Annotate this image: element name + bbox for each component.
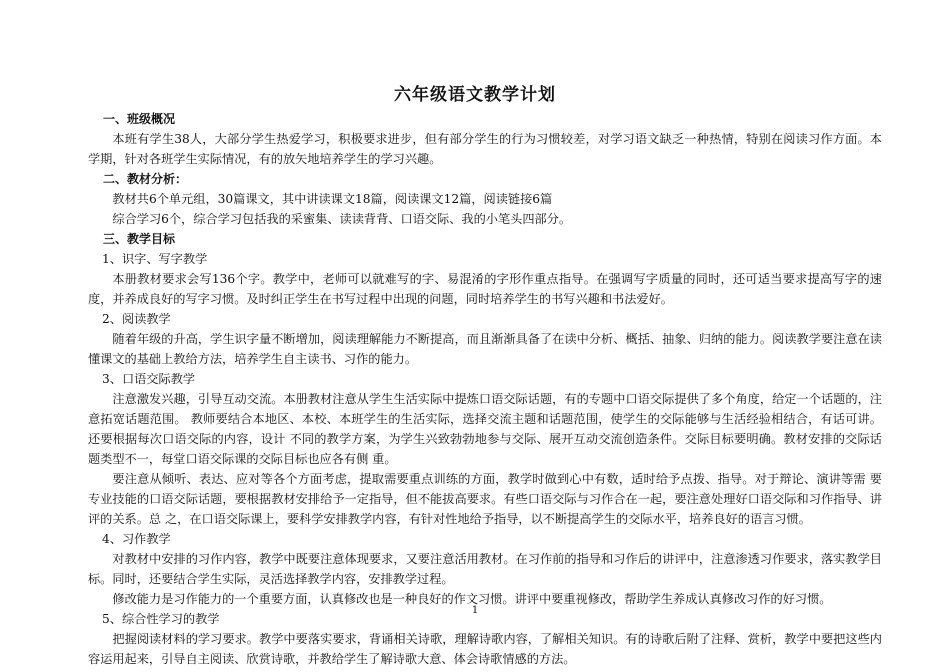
section-heading: 二、教材分析： (103, 172, 188, 186)
paragraph: 修改能力是习作能力的一个重要方面，认真修改也是一种良好的作文习惯。讲评中要重视修改，帮助学生养成认真修改习作的好习惯。 (112, 592, 832, 606)
paragraph: 把握阅读材料的学习要求。教学中要落实要求，背诵相关诗歌，理解诗歌内容，了解相关知识。有的诗歌后附了注释、赏析，教学中要把这些内容运用起来，引导自主阅读、欣赏诗歌，并教给学生了解诗歌大意、体会诗歌情感的方法。 (88, 632, 882, 666)
subsection-heading: 2、阅读教学 (102, 312, 171, 326)
paragraph: 注意激发兴趣，引导互动交流。本册教材注意从学生生活实际中提炼口语交际话题，有的专题中口语交际提供了多个角度，给定一个话题的，注意拓宽话题范围。 教师要结合本地区、本校、本班学生的生活实际，选择交流主题和话题范围，使学生的交际能够与生活经验相结合，有话可讲。还要根据每次口语交际的内容，设计 不同的教学方案，为学生兴致勃勃地参与交际、展开互动交流创造条件。交际目标要明确。教材安排的交际话题类型不一，每堂口语交际课的交际目标也应各有侧 重。 (88, 392, 882, 466)
section-heading: 一、班级概况 (103, 112, 176, 126)
paragraph: 随着年级的升高，学生识字量不断增加，阅读理解能力不断提高，而且渐渐具备了在读中分析、概括、抽象、归纳的能力。阅读教学要注意在读懂课文的基础上教给方法，培养学生自主读书、习作的能力。 (88, 332, 882, 366)
subsection-heading: 3、口语交际教学 (102, 372, 196, 386)
document-title: 六年级语文教学计划 (394, 85, 556, 105)
paragraph: 对教材中安排的习作内容，教学中既要注意体现要求，又要注意活用教材。在习作前的指导和习作后的讲评中，注意渗透习作要求，落实教学目标。同时，还要结合学生实际，灵活选择教学内容，安排教学过程。 (88, 552, 882, 586)
section-heading: 三、教学目标 (103, 232, 176, 246)
subsection-heading: 1、识字、写字教学 (102, 252, 208, 266)
page-number: 1 (471, 605, 479, 616)
subsection-heading: 4、习作教学 (102, 532, 171, 546)
document-body (88, 109, 882, 669)
paragraph: 综合学习6个，综合学习包括我的采蜜集、读读背背、口语交际、我的小笔头四部分。 (112, 212, 572, 226)
paragraph: 本册教材要求会写136个字。教学中，老师可以就难写的字、易混淆的字形作重点指导。在强调写字质量的同时，还可适当要求提高写字的速度，并养成良好的写字习惯。及时纠正学生在书写过程中出现的问题，同时培养学生的书写兴趣和书法爱好。 (88, 272, 882, 306)
paragraph: 要注意从倾听、表达、应对等各个方面考虑，提取需要重点训练的方面，教学时做到心中有数，适时给予点拨、指导。对于辩论、演讲等需 要专业技能的口语交际话题，要根据教材安排给予一定指导，但不能拔高要求。有些口语交际与习作合在一起，要注意处理好口语交际和习作指导、讲评的关系。总 之，在口语交际课上，要科学安排教学内容，有针对性地给予指导，以不断提高学生的交际水平，培养良好的语言习惯。 (88, 472, 882, 526)
paragraph: 教材共6个单元组，30篇课文，其中讲读课文18篇，阅读课文12篇，阅读链接6篇 (112, 192, 553, 206)
paragraph: 本班有学生38人，大部分学生热爱学习，积极要求进步，但有部分学生的行为习惯较差，对学习语文缺乏一种热情，特别在阅读习作方面。本学期，针对各班学生实际情况，有的放矢地培养学生的学习兴趣。 (88, 132, 882, 166)
subsection-heading: 5、综合性学习的教学 (102, 612, 220, 626)
